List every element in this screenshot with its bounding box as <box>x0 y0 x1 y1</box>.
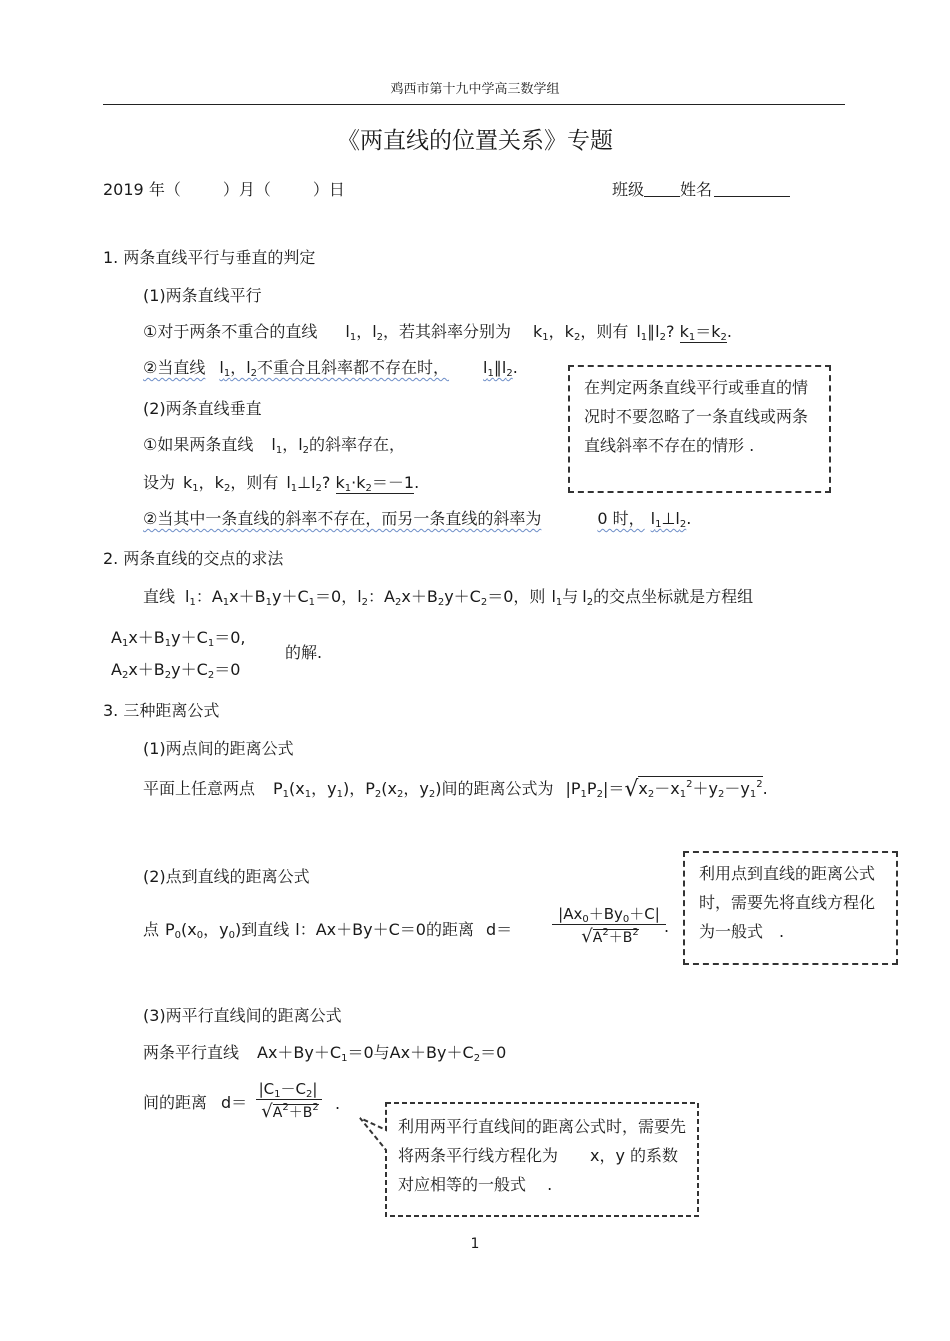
text: ①如果两条直线 <box>143 435 254 454</box>
s3-point-line-heading: (2)点到直线的距离公式 <box>143 867 310 886</box>
s3-parallel-heading: (3)两平行直线间的距离公式 <box>143 1006 342 1025</box>
s3-parallel-line1: 两条平行直线 $Ax+By+C_1=0$与$Ax+By+C_2=0$ <box>143 1043 507 1064</box>
parallel-fraction-bar <box>256 1099 322 1100</box>
s3-parallel-line2: 间的距离 d＝ <box>143 1093 248 1112</box>
text: 的交点坐标就是方程组 <box>593 587 754 606</box>
parallel-numerator: $|C_1-C_2|$ <box>258 1080 318 1100</box>
period: . <box>335 1094 341 1113</box>
month-label: ）月（ <box>222 180 271 199</box>
text: ，则有 <box>230 473 279 492</box>
header-rule <box>103 104 845 105</box>
text: ，则有 <box>580 322 629 341</box>
s1-perp-line1: ①如果两条直线 $l_1$，$l_2$的斜率存在， <box>143 435 406 456</box>
page-title: 《两直线的位置关系》专题 <box>337 128 613 154</box>
text: 与 <box>373 1043 390 1062</box>
s1-parallel-line1: ①对于两条不重合的直线 $l_1$，$l_2$，若其斜率分别为 $k_1$，$k_2$，则有 $l_1\parallel l_2$? $k_1=k_2$. <box>143 322 732 343</box>
text: 0 时， <box>597 509 645 528</box>
text: 到直线 <box>241 920 290 939</box>
s1-perp-heading: (2)两条直线垂直 <box>143 399 262 418</box>
name-blank <box>714 182 790 197</box>
text: ①对于两条不重合的直线 <box>143 322 318 341</box>
s3-two-point-formula: 平面上任意两点 $P_1(x_1$，$y_1$)，$P_2(x_2$，$y_2$)间的距离公式为 $|P_1P_2|=√x_2-x_1^2+y_2-y_1^2$. <box>143 777 768 802</box>
school-header: 鸡西市第十九中学高三数学组 <box>390 82 560 97</box>
page-number: 1 <box>470 1236 480 1252</box>
class-name-line <box>612 177 790 200</box>
year: 2019 <box>103 180 144 199</box>
text: 点 <box>143 920 160 939</box>
day-label: ）日 <box>312 180 345 199</box>
text: ，则 <box>513 587 546 606</box>
text: 间的距离公式为 <box>441 779 554 798</box>
text: ②当其中一条直线的斜率不存在，而另一条直线的斜率为 <box>143 509 542 528</box>
text: 的距离 <box>425 920 474 939</box>
text: 平面上任意两点 <box>143 779 256 798</box>
point-line-numerator: $|Ax_0+By_0+C|$ <box>558 905 660 925</box>
s3-point-line-formula: 点 $P_0(x_0$，$y_0$)到直线 l：Ax＋By＋C＝0的距离 d＝ <box>143 920 513 941</box>
note-parallel: 利用两平行直线间的距离公式时，需要先将两条平行线方程化为 x，y 的系数对应相等的一般式 . <box>398 1117 687 1194</box>
parallel-denominator: $√A^2+B^2$ <box>261 1101 319 1122</box>
s1-parallel-heading: (1)两条直线平行 <box>143 286 262 305</box>
note-slope-warning: 在判定两条直线平行或垂直的情况时不要忽略了一条直线或两条直线斜率不存在的情形 . <box>568 365 831 493</box>
text: 不重合且斜率都不存在时， <box>257 358 450 377</box>
name-label: 姓名 <box>680 180 713 199</box>
text: 间的距离 <box>143 1093 208 1112</box>
s3-two-point-heading: (1)两点间的距离公式 <box>143 739 294 758</box>
date-line <box>103 177 345 200</box>
text: 两条平行直线 <box>143 1043 240 1062</box>
year-unit: 年（ <box>148 180 181 199</box>
point-line-fraction-bar <box>552 924 666 925</box>
s2-solution: 的解. <box>285 643 323 662</box>
text: ，若其斜率分别为 <box>383 322 512 341</box>
point-line-denominator: $√A^2+B^2$ <box>581 926 639 947</box>
text: ②当直线 <box>143 358 206 377</box>
period: . <box>664 917 670 936</box>
s2-system-eq2: $A_2x+B_2y+C_2=0$ <box>111 660 241 681</box>
s1-parallel-line2: ②当直线 $l_1$，$l_2$不重合且斜率都不存在时， $l_1\parallel l_2$. <box>143 358 518 379</box>
s2-line: 直线 $l_1$：$A_1x+B_1y+C_1=0$，$l_2$：$A_2x+B_2y+C_2=0$，则 $l_1$与 $l_2$的交点坐标就是方程组 <box>143 587 754 608</box>
s1-perp-line2: 设为 $k_1$，$k_2$，则有 $l_1\perp l_2$? $k_1\cdot k_2=-1$. <box>143 473 420 494</box>
text: 与 <box>562 587 579 606</box>
text: 的斜率存在， <box>309 435 406 454</box>
s1-perp-line3: ②当其中一条直线的斜率不存在，而另一条直线的斜率为 0 时， $l_1\perp l_2$. <box>143 509 692 530</box>
class-label: 班级 <box>612 180 645 199</box>
class-blank <box>644 182 680 197</box>
text: 直线 <box>143 587 176 606</box>
text: 设为 <box>143 473 176 492</box>
note-point-line: 利用点到直线的距离公式时，需要先将直线方程化为一般式 . <box>683 851 898 965</box>
section2-heading: 2. 两条直线的交点的求法 <box>103 549 284 568</box>
s2-system-eq1: $A_1x+B_1y+C_1=0$, <box>111 628 246 649</box>
section3-heading: 3. 三种距离公式 <box>103 701 220 720</box>
section1-heading: 1. 两条直线平行与垂直的判定 <box>103 248 316 267</box>
